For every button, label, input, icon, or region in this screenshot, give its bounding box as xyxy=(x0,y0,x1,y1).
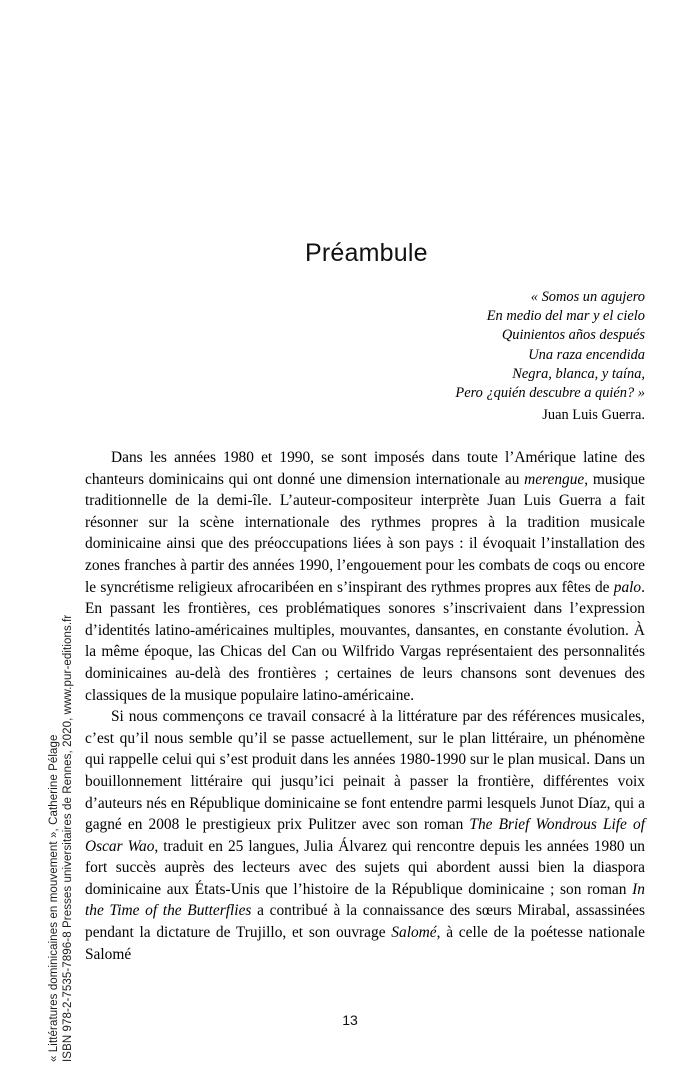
epigraph-line: « Somos un agujero xyxy=(530,289,645,305)
sidebar-title-author-line: « Littératures dominicaines en mouvement », Catherine Pélage xyxy=(48,734,60,1062)
page-title: Préambule xyxy=(305,238,428,267)
copyright-sidebar xyxy=(0,0,76,1084)
epigraph-line: Quinientos años después xyxy=(501,327,645,344)
paragraph-1: Dans les années 1980 et 1990, se sont imposés dans toute l’Amérique latine des chanteurs dominicains qui ont donné une dimension internationale au merengue, musique traditionnelle de la demi-île. L’auteur-compositeur interprète Juan Luis Guerra a fait résonner sur la scène internationale des rythmes propres à la tradition musicale dominicaine ainsi que des préoccupations liées à son pays : il évoquait l’installation des zones franches à partir des années 1990, l’engouement pour les combats de coqs ou encore le syncrétisme religieux afrocaribéen en s’inspirant des rythmes propres aux fêtes de palo. En passant les frontières, ces problématiques sonores s’inscrivaient dans l’expression d’identités latino-américaines multiples, mouvantes, dansantes, en constante évolution. À la même époque, las Chicas del Can ou Wilfrido Vargas représentaient des personnalités dominicaines au-delà des frontières ; certaines de leurs chansons sont devenues des classiques de la musique populaire latino-américaine. xyxy=(85,449,645,704)
body-text xyxy=(85,447,645,965)
epigraph-line: Una raza encendida xyxy=(528,346,645,363)
page-number: 13 xyxy=(342,1012,358,1028)
epigraph-line: Negra, blanca, y taína, xyxy=(512,365,645,382)
paragraph-2: Si nous commençons ce travail consacré à la littérature par des références musicales, c’est qu’il nous semble qu’il se passe actuellement, sur le plan littéraire, un phénomène qui rappelle celui qui s’est produit dans les années 1980-1990 sur le plan musical. Dans un bouillonnement littéraire qui jusqu’ici peinait à passer la frontière, différentes voix d’auteurs nés en République dominicaine se font entendre parmi lesquels Junot Díaz, qui a gagné en 2008 le prestigieux prix Pulitzer avec son roman The Brief Wondrous Life of Oscar Wao, traduit en 25 langues, Julia Álvarez qui rencontre depuis les années 1980 un fort succès auprès des lecteurs avec des sujets qui abordent aussi bien la diaspora dominicaine aux États-Unis que l’histoire de la République dominicaine ; son roman In the Time of the Butterflies a contribué à la connaissance des sœurs Mirabal, assassinées pendant la dictature de Trujillo, et son ouvrage Salomé, à celle de la poétesse nationale Salomé xyxy=(85,708,646,963)
epigraph-attribution: Juan Luis Guerra. xyxy=(542,407,645,424)
epigraph-lines xyxy=(300,288,645,403)
epigraph-line: En medio del mar y el cielo xyxy=(486,308,645,325)
epigraph-line: Pero ¿quién descubre a quién? » xyxy=(455,385,645,402)
epigraph-block xyxy=(300,288,645,425)
sidebar-isbn-publisher-line: ISBN 978-2-7535-7896-8 Presses universitaires de Rennes, 2020, www.pur-editions.fr xyxy=(62,614,74,1062)
